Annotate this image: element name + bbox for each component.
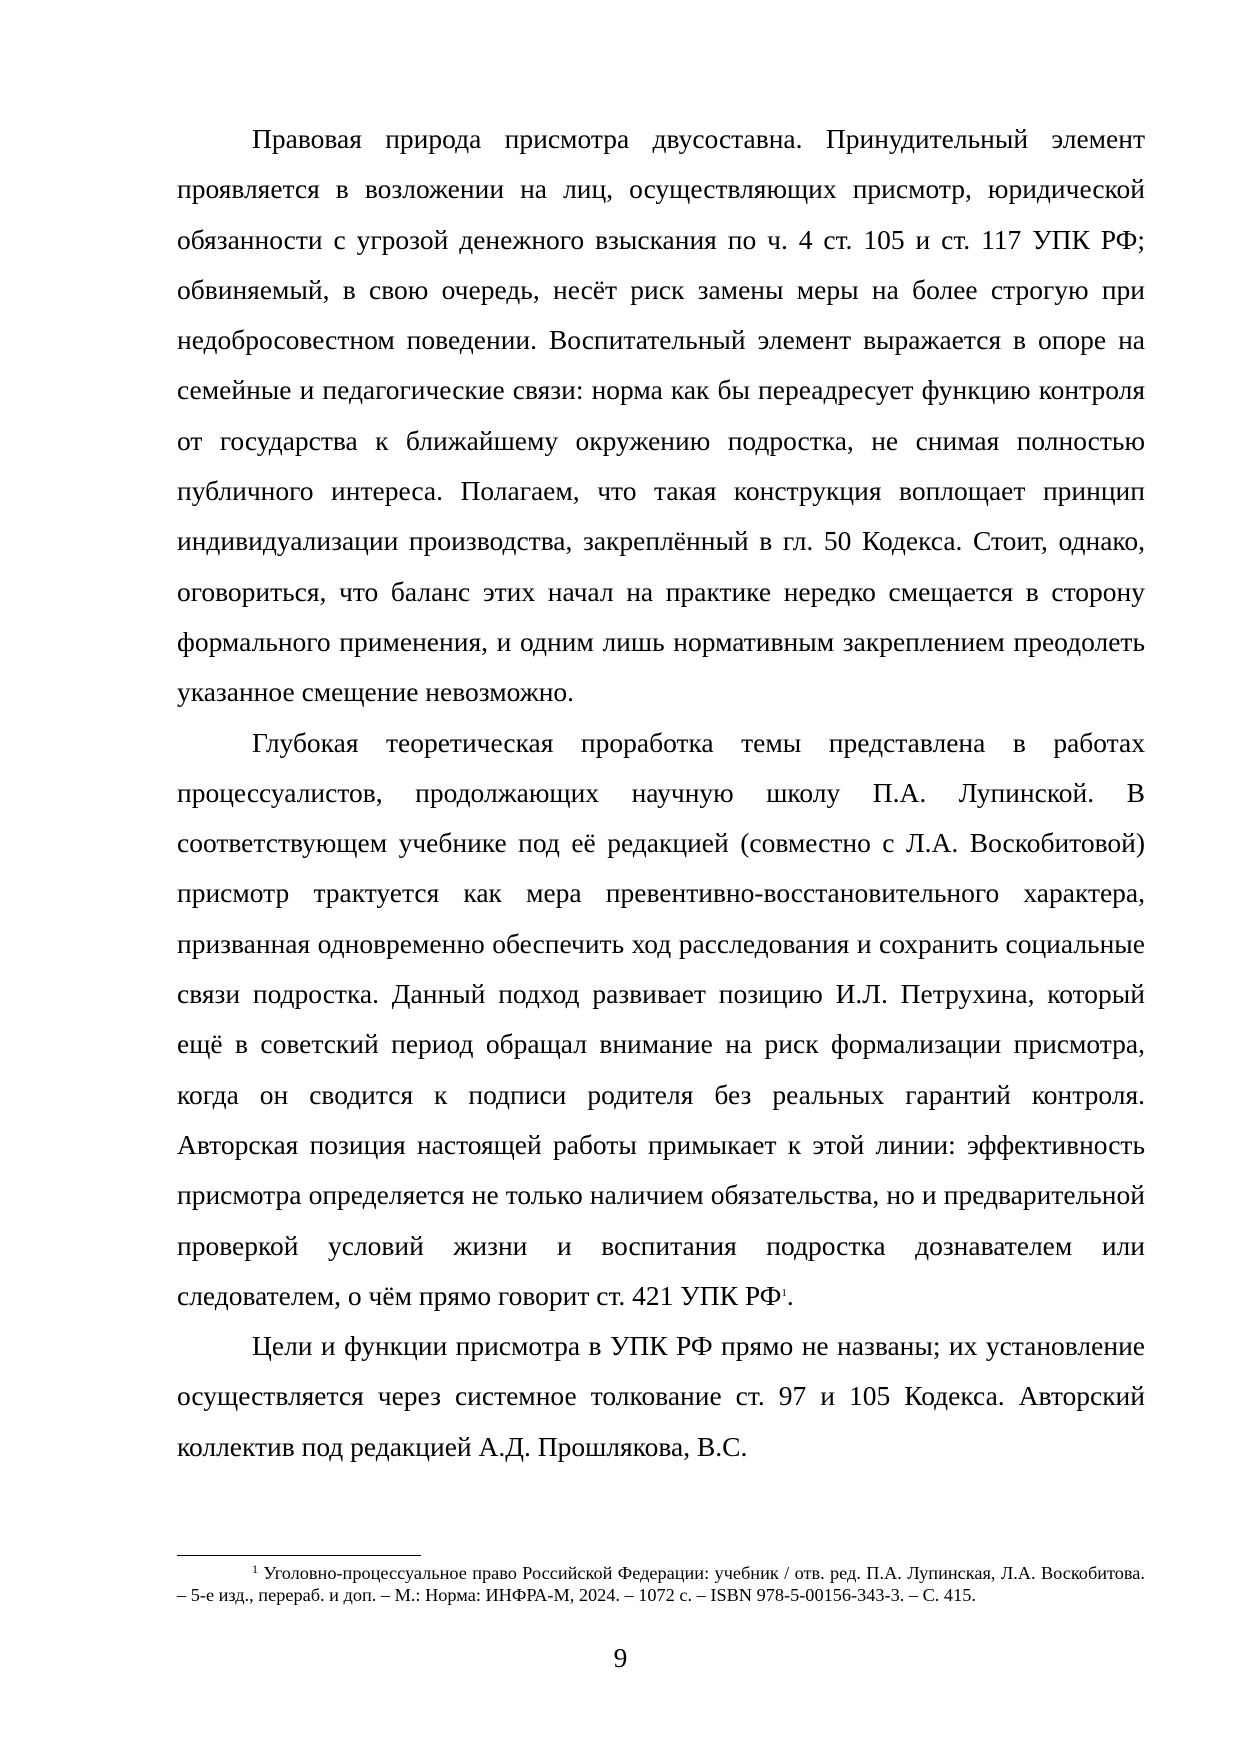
footnote [177,1562,1145,1606]
document-body [177,114,1145,1472]
paragraph-2-end: . [786,1279,794,1311]
page-number: 9 [613,1642,628,1673]
footnote-reference[interactable]: 1 [781,1286,787,1299]
footnote-separator [177,1555,421,1556]
paragraph-1: Правовая природа присмотра двусоставна. Принудительный элемент проявляется в возложении на лиц, осуществляющих присмотр, юридической обязанности с угрозой денежного взыскания по ч. 4 ст. 105 и ст. 117 УПК РФ; обвиняемый, в свою очередь, несёт риск замены меры на более строгую при недобросовестном поведении. Воспитательный элемент выражается в опоре на семейные и педагогические связи: норма как бы переадресует функцию контроля от государства к ближайшему окружению подростка, не снимая полностью публичного интереса. Полагаем, что такая конструкция воплощает принцип индивидуализации производства, закреплённый в гл. 50 Кодекса. Стоит, однако, оговориться, что баланс этих начал на практике нередко смещается в сторону формального применения, и одним лишь нормативным закреплением преодолеть указанное смещение невозможно. [177,123,1145,708]
paragraph-2-text: Глубокая теоретическая проработка темы представлена в работах процессуалистов, продолжающих научную школу П.А. Лупинской. В соответствующем учебнике под её редакцией (совместно с Л.А. Воскобитовой) присмотр трактуется как мера превентивно-восстановительного характера, призванная одновременно обеспечить ход расследования и сохранить социальные связи подростка. Данный подход развивает позицию И.Л. Петрухина, который ещё в советский период обращал внимание на риск формализации присмотра, когда он сводится к подписи родителя без реальных гарантий контроля. Авторская позиция настоящей работы примыкает к этой линии: эффективность присмотра определяется не только наличием обязательства, но и предварительной проверкой условий жизни и воспитания подростка дознавателем или следователем, о чём прямо говорит ст. 421 УПК РФ [177,726,1145,1311]
paragraph-3: Цели и функции присмотра в УПК РФ прямо не названы; их установление осуществляется через системное толкование ст. 97 и 105 Кодекса. Авторский коллектив под редакцией А.Д. Прошлякова, В.С. [177,1330,1145,1462]
footnote-text: Уголовно-процессуальное право Российской Федерации: учебник / отв. ред. П.А. Лупинская, Л.А. Воскобитова. – 5-е изд., перераб. и доп. – М.: Норма: ИНФРА-М, 2024. – 1072 с. – ISBN 978-5-00156-343-3. – С. 415. [177,1563,1145,1605]
footnote-number: 1 [252,1562,258,1576]
paragraph-2 [177,718,1145,1322]
